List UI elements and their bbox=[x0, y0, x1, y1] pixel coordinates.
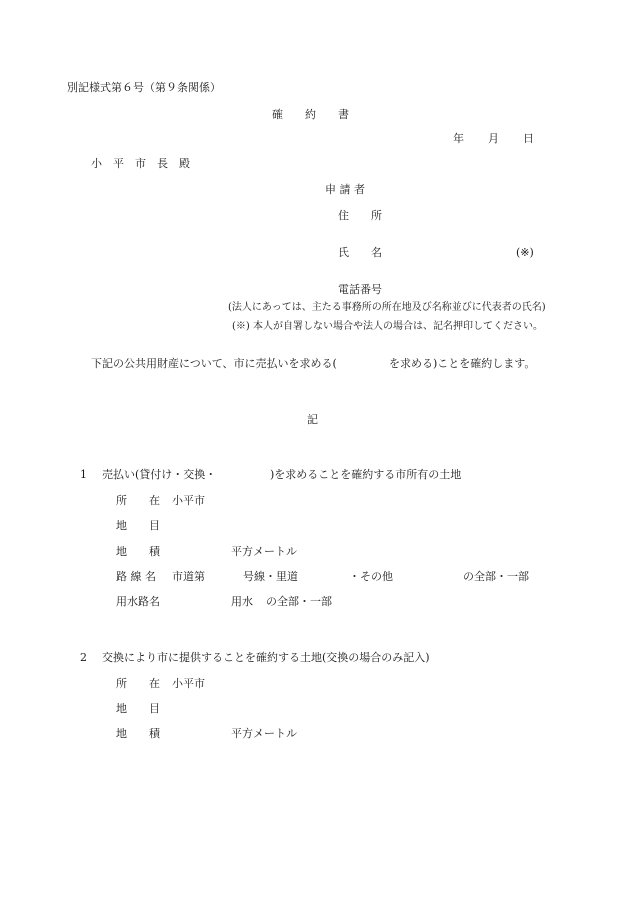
date-day: 日 bbox=[523, 132, 534, 145]
s1-route-extent: の全部・一部 bbox=[463, 570, 529, 583]
form-reference: 別記様式第６号（第９条関係） bbox=[67, 81, 221, 94]
document-title: 確 約 書 bbox=[272, 108, 349, 121]
section2-title: 交換により市に提供することを確約する土地(交換の場合のみ記入) bbox=[102, 651, 430, 664]
s2-location-value: 小平市 bbox=[172, 677, 205, 690]
name-label: 氏 名 bbox=[338, 246, 382, 259]
s1-route-label: 路 線 名 bbox=[116, 570, 156, 583]
date-month: 月 bbox=[488, 132, 499, 145]
phone-label: 電話番号 bbox=[338, 283, 382, 296]
s1-route-number-path: 号線・里道 bbox=[243, 570, 298, 583]
applicant-heading: 申 請 者 bbox=[325, 183, 365, 196]
s1-location-label: 所 在 bbox=[116, 494, 160, 507]
s2-category-label: 地 目 bbox=[116, 702, 160, 715]
addressee: 小 平 市 長 殿 bbox=[91, 157, 190, 170]
ki-heading: 記 bbox=[307, 413, 318, 426]
signature-note: (※) 本人が自署しない場合や法人の場合は、記名押印してください。 bbox=[232, 321, 543, 332]
section2-number: 2 bbox=[80, 651, 87, 664]
s2-area-label: 地 積 bbox=[116, 727, 160, 740]
section1-number: 1 bbox=[80, 468, 87, 481]
date-year: 年 bbox=[453, 132, 464, 145]
address-label: 住 所 bbox=[338, 209, 382, 222]
s1-category-label: 地 目 bbox=[116, 519, 160, 532]
statement-end: を求める)ことを確約します。 bbox=[389, 357, 536, 370]
s1-canal-name: 用水 bbox=[231, 595, 253, 608]
s2-area-unit: 平方メートル bbox=[231, 727, 297, 740]
corporate-note: (法人にあっては、主たる事務所の所在地及び名称並びに代表者の氏名) bbox=[228, 302, 546, 313]
s1-route-city-road: 市道第 bbox=[172, 570, 205, 583]
s1-area-unit: 平方メートル bbox=[231, 545, 297, 558]
s1-area-label: 地 積 bbox=[116, 545, 160, 558]
section1-title-start: 売払い(貸付け・交換・ bbox=[102, 468, 217, 481]
seal-mark: (※) bbox=[516, 246, 534, 259]
s1-canal-extent: の全部・一部 bbox=[266, 595, 332, 608]
s1-location-value: 小平市 bbox=[172, 494, 205, 507]
s1-canal-label: 用水路名 bbox=[116, 595, 160, 608]
s2-location-label: 所 在 bbox=[116, 677, 160, 690]
section1-title-end: )を求めることを確約する市所有の土地 bbox=[270, 468, 462, 481]
statement-start: 下記の公共用財産について、市に売払いを求める( bbox=[91, 357, 337, 370]
s1-route-other: ・その他 bbox=[349, 570, 393, 583]
